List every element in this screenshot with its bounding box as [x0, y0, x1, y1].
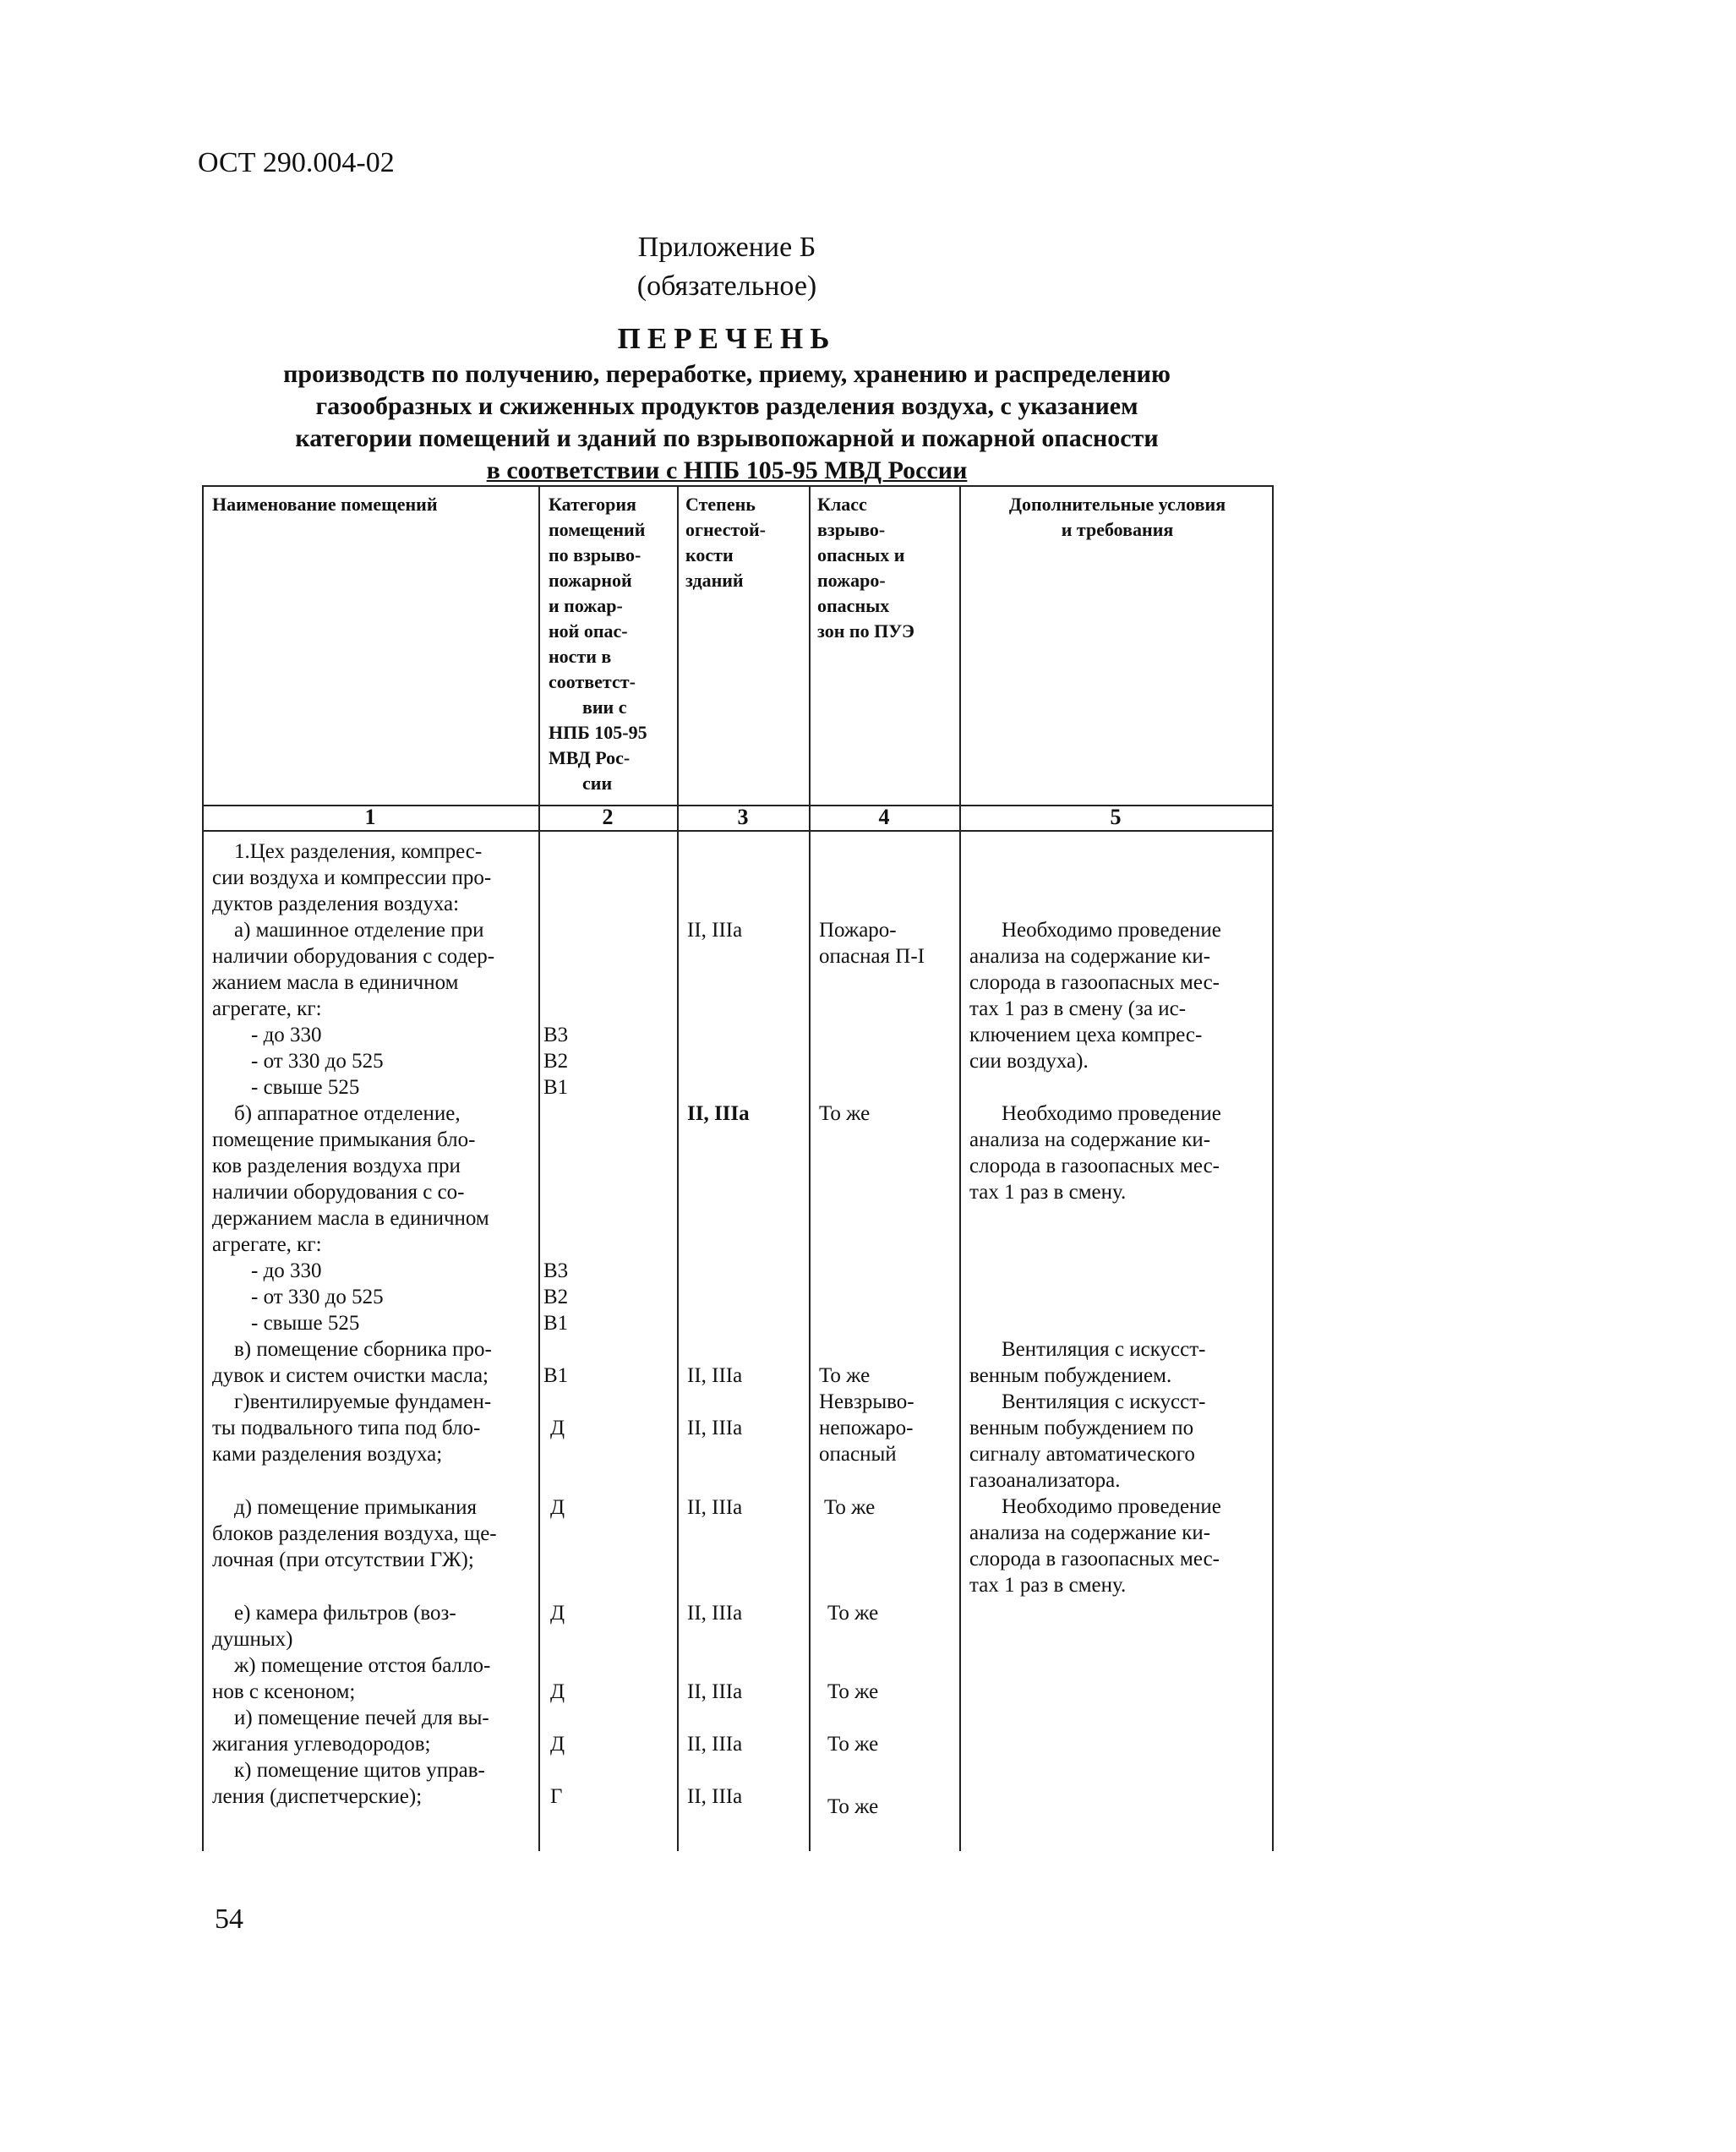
header-line: помещений [549, 519, 646, 540]
room-line: и) помещение печей для вы- [234, 1707, 489, 1729]
room-line: душных) [212, 1628, 293, 1651]
category-value: В1 [543, 1076, 569, 1099]
category-value: В3 [543, 1024, 569, 1046]
category-value: В1 [543, 1364, 569, 1387]
condition-line: слорода в газоопасных мес- [969, 1155, 1220, 1177]
room-line: в) помещение сборника про- [234, 1338, 492, 1361]
room-line: - от 330 до 525 [251, 1050, 384, 1073]
category-value: В3 [543, 1259, 569, 1282]
condition-line: ключением цеха компрес- [969, 1024, 1203, 1046]
document-heading: ПЕРЕЧЕНЬ [617, 322, 837, 355]
zone-class-value: То же [827, 1680, 879, 1703]
category-value: В1 [543, 1312, 569, 1335]
condition-line: анализа на содержание ки- [969, 1521, 1211, 1544]
header-category [549, 492, 675, 796]
resistance-value: II, IIIа [687, 1102, 750, 1125]
header-line: Категория [549, 494, 636, 515]
resistance-value: II, IIIа [687, 1733, 743, 1756]
room-line: лочная (при отсутствии ГЖ); [212, 1548, 474, 1571]
category-value: Г [550, 1785, 563, 1808]
table-column-divider [677, 485, 679, 1851]
header-line: пожаро- [817, 570, 886, 591]
page-number: 54 [215, 1903, 243, 1935]
room-line: к) помещение щитов управ- [234, 1759, 485, 1782]
category-value: Д [550, 1733, 565, 1756]
condition-line: Вентиляция с искусст- [1002, 1338, 1206, 1361]
resistance-value: II, IIIа [687, 1496, 743, 1519]
zone-class-value: опасная П-I [819, 945, 925, 968]
room-line: д) помещение примыкания [234, 1496, 478, 1519]
room-line: ты подвального типа под бло- [212, 1417, 481, 1439]
room-line: агрегате, кг: [212, 1233, 322, 1256]
header-line: опасных и [817, 544, 905, 565]
zone-class-value: То же [827, 1602, 879, 1625]
zone-class-value: Невзрыво- [819, 1390, 914, 1413]
table-column-divider [959, 485, 961, 1851]
room-line: ж) помещение отстоя балло- [234, 1654, 491, 1677]
header-line: МВД Рос- [549, 747, 631, 768]
category-value: Д [550, 1602, 565, 1625]
header-zone-class [817, 492, 953, 644]
table-number-divider [202, 830, 1274, 832]
zone-class-value: То же [819, 1364, 871, 1387]
room-line: - до 330 [251, 1259, 322, 1282]
document-subtitle [194, 358, 1259, 487]
condition-line: газоанализатора. [969, 1469, 1121, 1492]
room-line: ления (диспетчерские); [212, 1785, 423, 1808]
condition-line: сии воздуха). [969, 1050, 1089, 1073]
header-line: соответст- [549, 671, 636, 692]
header-line: и пожар- [549, 595, 623, 616]
header-line: вии с [582, 696, 627, 718]
room-line: жанием масла в единичном [212, 971, 459, 994]
condition-line: Необходимо проведение [1002, 1102, 1221, 1125]
condition-line: венным побуждением. [969, 1364, 1172, 1387]
subtitle-line: газообразных и сжиженных продуктов разделения воздуха, с указанием [315, 392, 1138, 420]
table-border-right [1272, 485, 1274, 1851]
header-line: Дополнительные условия [1008, 494, 1226, 515]
header-line: взрыво- [817, 519, 886, 540]
room-line: ков разделения воздуха при [212, 1155, 461, 1177]
table-column-divider [538, 485, 540, 1851]
header-line: ной опас- [549, 620, 628, 642]
resistance-value: II, IIIа [687, 1680, 743, 1703]
resistance-value: II, IIIа [687, 1602, 743, 1625]
category-value: Д [550, 1680, 565, 1703]
document-code: ОСТ 290.004-02 [198, 147, 395, 178]
header-line: огнестой- [685, 519, 766, 540]
category-table [202, 485, 1274, 1851]
resistance-value: II, IIIа [687, 1417, 743, 1439]
header-additional-conditions [969, 492, 1265, 543]
zone-class-value: То же [827, 1733, 879, 1756]
room-line: блоков разделения воздуха, ще- [212, 1522, 497, 1545]
condition-line: тах 1 раз в смену. [969, 1181, 1127, 1204]
column-number: 5 [1110, 805, 1122, 829]
room-line: 1.Цех разделения, компрес- [234, 840, 483, 863]
header-room-name: Наименование помещений [212, 494, 438, 515]
header-line: сии [582, 773, 613, 794]
condition-line: венным побуждением по [969, 1417, 1194, 1439]
zone-class-value: непожаро- [819, 1417, 914, 1439]
room-line: жигания углеводородов; [212, 1733, 431, 1756]
resistance-value: II, IIIа [687, 919, 743, 942]
condition-line: тах 1 раз в смену. [969, 1574, 1127, 1597]
appendix-title: Приложение Б [637, 232, 816, 263]
condition-line: анализа на содержание ки- [969, 945, 1211, 968]
header-line: ности в [549, 646, 612, 667]
zone-class-value: Пожаро- [819, 919, 897, 942]
room-line: - до 330 [251, 1024, 322, 1046]
room-line: - от 330 до 525 [251, 1286, 384, 1308]
condition-line: Вентиляция с искусст- [1002, 1390, 1206, 1413]
column-number: 2 [602, 805, 614, 829]
subtitle-line: производств по получению, переработке, приему, хранению и распределению [283, 360, 1171, 388]
header-line: зданий [685, 570, 744, 591]
room-line: сии воздуха и компрессии про- [212, 866, 492, 889]
category-value: В2 [543, 1286, 569, 1308]
zone-class-value: опасный [819, 1443, 897, 1466]
category-value: В2 [543, 1050, 569, 1073]
resistance-value: II, IIIа [687, 1785, 743, 1808]
room-line: нов с ксеноном; [212, 1680, 356, 1703]
zone-class-value: То же [827, 1795, 879, 1818]
header-line: пожарной [549, 570, 632, 591]
room-line: дувок и систем очистки масла; [212, 1364, 489, 1387]
zone-class-value: То же [824, 1496, 876, 1519]
table-border-top [202, 485, 1274, 487]
appendix-type: (обязательное) [636, 270, 817, 302]
condition-line: слорода в газоопасных мес- [969, 971, 1220, 994]
table-border-left [202, 485, 204, 1851]
room-line: агрегате, кг: [212, 997, 322, 1020]
room-line: помещение примыкания бло- [212, 1128, 476, 1151]
room-line: - свыше 525 [251, 1312, 360, 1335]
column-number: 4 [878, 805, 890, 829]
header-line: по взрыво- [549, 544, 641, 565]
appendix-block [499, 228, 955, 306]
header-line: опасных [817, 595, 890, 616]
room-line: б) аппаратное отделение, [234, 1102, 461, 1125]
condition-line: Необходимо проведение [1002, 1495, 1221, 1518]
room-line: е) камера фильтров (воз- [234, 1602, 456, 1625]
header-line: кости [685, 544, 734, 565]
header-fire-resistance [685, 492, 811, 593]
table-column-divider [809, 485, 811, 1851]
room-line: наличии оборудования с содер- [212, 945, 495, 968]
condition-line: тах 1 раз в смену (за ис- [969, 997, 1187, 1020]
room-line: - свыше 525 [251, 1076, 360, 1099]
header-line: Степень [685, 494, 756, 515]
room-line: дуктов разделения воздуха: [212, 893, 460, 915]
subtitle-line: категории помещений и зданий по взрывопожарной и пожарной опасности [295, 424, 1159, 452]
category-value: Д [550, 1496, 565, 1519]
column-number: 1 [364, 805, 376, 829]
condition-line: слорода в газоопасных мес- [969, 1548, 1220, 1570]
header-line: зон по ПУЭ [817, 620, 914, 642]
room-line: ками разделения воздуха; [212, 1443, 443, 1466]
header-line: и требования [1061, 519, 1174, 540]
resistance-value: II, IIIа [687, 1364, 743, 1387]
zone-class-value: То же [819, 1102, 871, 1125]
condition-line: Необходимо проведение [1002, 919, 1221, 942]
condition-line: сигналу автоматического [969, 1443, 1195, 1466]
header-line: Класс [817, 494, 867, 515]
room-line: наличии оборудования с со- [212, 1181, 465, 1204]
column-number: 3 [737, 805, 749, 829]
room-line: а) машинное отделение при [234, 919, 484, 942]
room-line: держанием масла в единичном [212, 1207, 489, 1230]
condition-line: анализа на содержание ки- [969, 1128, 1211, 1151]
subtitle-line: в соответствии с НПБ 105-95 МВД России [486, 456, 968, 484]
room-line: г)вентилируемые фундамен- [234, 1390, 492, 1413]
header-line: НПБ 105-95 [549, 722, 647, 743]
category-value: Д [550, 1417, 565, 1439]
